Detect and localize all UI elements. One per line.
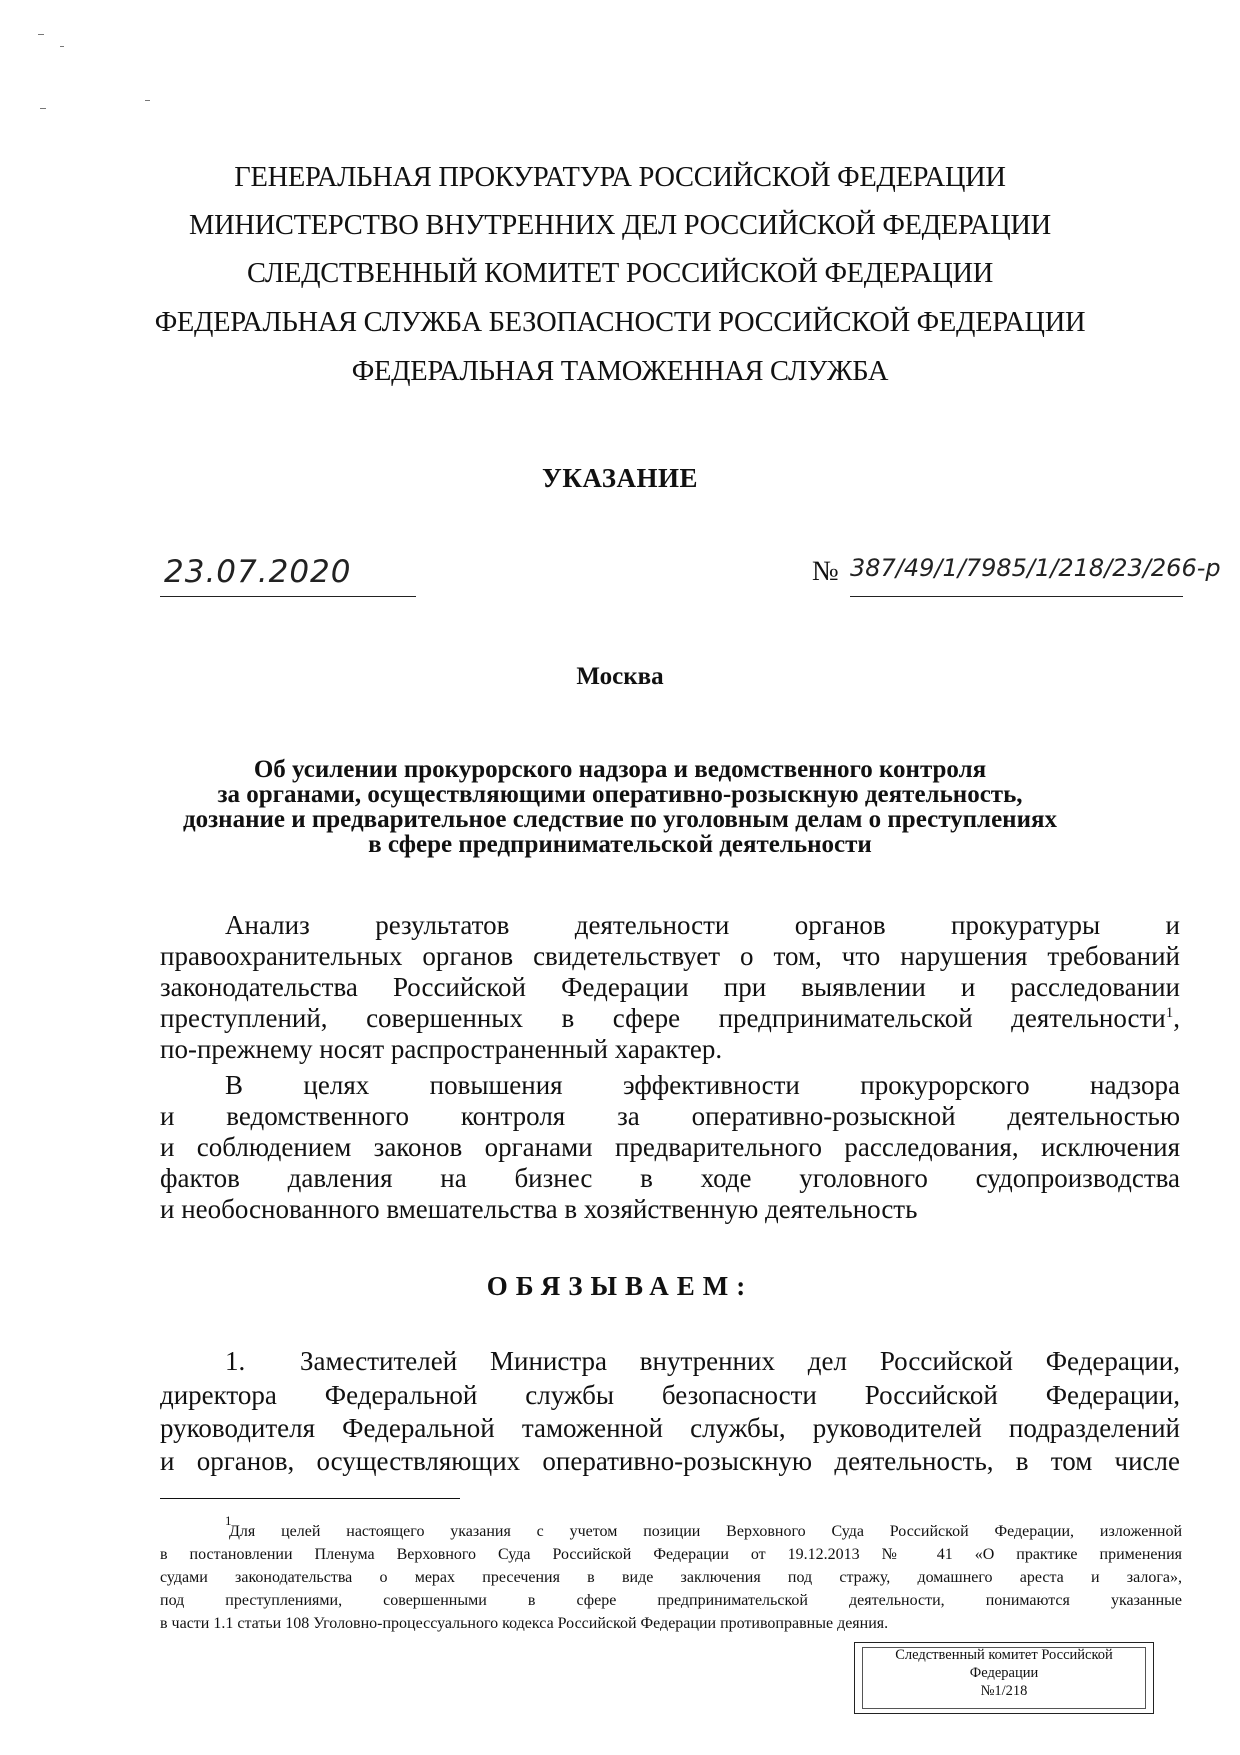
- obligate-heading: ОБЯЗЫВАЕМ:: [486, 1271, 754, 1301]
- paragraph-line: Анализ результатов деятельности органов прокуратуры и: [225, 910, 1180, 940]
- footnote-line: Для целей настоящего указания с учетом позиции Верховного Суда Российской Федерации, изложенной: [229, 1523, 1182, 1540]
- footnote-line: под преступлениями, совершенными в сфере предпринимательской деятельности, понимаются указанные: [160, 1592, 1182, 1609]
- footnote-marker: 1: [225, 1513, 232, 1528]
- registration-stamp: [854, 1642, 1154, 1714]
- item-line: руководителя Федеральной таможенной службы, руководителей подразделений: [160, 1413, 1180, 1443]
- stamp-line: Федерации: [969, 1665, 1039, 1681]
- item-line: и органов, осуществляющих оперативно-розыскную деятельность, в том числе: [160, 1446, 1180, 1476]
- item-number: 1.: [225, 1346, 246, 1376]
- document-type: УКАЗАНИЕ: [542, 463, 698, 493]
- title-line: Об усилении прокурорского надзора и ведомственного контроля: [253, 756, 987, 783]
- agency-interior-ministry: МИНИСТЕРСТВО ВНУТРЕННИХ ДЕЛ РОССИЙСКОЙ ФЕДЕРАЦИИ: [189, 210, 1051, 241]
- agency-customs: ФЕДЕРАЛЬНАЯ ТАМОЖЕННАЯ СЛУЖБА: [351, 356, 889, 387]
- document-date: 23.07.2020: [160, 554, 416, 597]
- paragraph-line: по-прежнему носят распространенный характер.: [160, 1034, 723, 1064]
- title-line: в сфере предпринимательской деятельности: [368, 831, 872, 858]
- comma: ,: [1173, 1003, 1180, 1033]
- footnote-line: в постановлении Пленума Верховного Суда Российской Федерации от 19.12.2013 № 41 «О практике применения: [160, 1546, 1182, 1563]
- scan-speck: [38, 34, 44, 35]
- stamp-line: Следственный комитет Российской: [895, 1647, 1113, 1663]
- paragraph-line: законодательства Российской Федерации при выявлении и расследовании: [160, 972, 1180, 1002]
- number-sign: №: [812, 556, 839, 587]
- title-line: за органами, осуществляющими оперативно-розыскную деятельность,: [217, 781, 1023, 808]
- paragraph-line: и соблюдением законов органами предварительного расследования, исключения: [160, 1132, 1180, 1162]
- paragraph-text: преступлений, совершенных в сфере предпринимательской деятельности: [160, 1003, 1166, 1033]
- footnote-separator: [160, 1498, 460, 1499]
- paragraph-line: В целях повышения эффективности прокурорского надзора: [225, 1070, 1180, 1100]
- stamp-line: №1/218: [980, 1683, 1028, 1699]
- title-line: дознание и предварительное следствие по уголовным делам о преступлениях: [182, 806, 1058, 833]
- paragraph-line: фактов давления на бизнес в ходе уголовного судопроизводства: [160, 1163, 1180, 1193]
- agency-fsb: ФЕДЕРАЛЬНАЯ СЛУЖБА БЕЗОПАСНОСТИ РОССИЙСКОЙ ФЕДЕРАЦИИ: [154, 307, 1086, 338]
- paragraph-line: и необоснованного вмешательства в хозяйственную деятельность: [160, 1194, 918, 1224]
- scan-speck: [60, 46, 64, 47]
- agency-prosecutor-general: ГЕНЕРАЛЬНАЯ ПРОКУРАТУРА РОССИЙСКОЙ ФЕДЕРАЦИИ: [234, 162, 1006, 193]
- item-line: Заместителей Министра внутренних дел Российской Федерации,: [300, 1346, 1180, 1376]
- paragraph-line: [160, 1003, 1180, 1034]
- footnote-line: в части 1.1 статьи 108 Уголовно-процессуального кодекса Российской Федерации противоправные деяния.: [160, 1615, 889, 1632]
- document-number: 387/49/1/7985/1/218/23/266-р: [850, 554, 1183, 597]
- scan-speck: [145, 100, 150, 101]
- paragraph-line: правоохранительных органов свидетельствует о том, что нарушения требований: [160, 941, 1180, 971]
- city: Москва: [576, 663, 664, 690]
- agency-investigative-committee: СЛЕДСТВЕННЫЙ КОМИТЕТ РОССИЙСКОЙ ФЕДЕРАЦИИ: [246, 258, 994, 289]
- paragraph-line: и ведомственного контроля за оперативно-розыскной деятельностью: [160, 1101, 1180, 1131]
- scan-speck: [40, 108, 46, 109]
- footnote-ref: 1: [1165, 1005, 1174, 1021]
- item-line: директора Федеральной службы безопасности Российской Федерации,: [160, 1380, 1180, 1410]
- footnote-line: судами законодательства о мерах пресечения в виде заключения под стражу, домашнего ареста и залога»,: [160, 1569, 1182, 1586]
